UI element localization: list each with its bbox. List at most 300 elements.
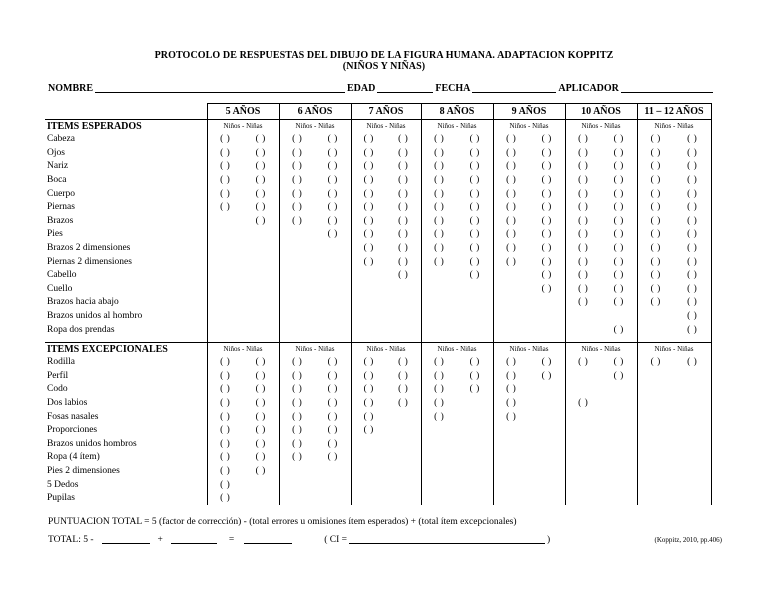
response-cell xyxy=(279,424,351,438)
girl-checkbox[interactable]: ( ) xyxy=(398,147,409,158)
girl-checkbox[interactable]: ( ) xyxy=(398,188,409,199)
check-pair xyxy=(280,451,351,464)
boy-checkbox[interactable]: ( ) xyxy=(650,357,661,368)
boy-checkbox[interactable]: ( ) xyxy=(363,411,374,422)
boy-checkbox[interactable]: ( ) xyxy=(578,147,589,158)
girl-checkbox[interactable]: ( ) xyxy=(613,256,624,267)
girl-checkbox[interactable]: ( ) xyxy=(398,202,409,213)
item-row xyxy=(45,283,711,297)
boy-checkbox[interactable]: ( ) xyxy=(363,384,374,395)
girl-checkbox[interactable]: ( ) xyxy=(613,297,624,308)
girl-checkbox[interactable]: ( ) xyxy=(398,215,409,226)
girl-checkbox[interactable]: ( ) xyxy=(255,161,266,172)
girl-checkbox[interactable]: ( ) xyxy=(687,243,698,254)
response-cell xyxy=(637,424,711,438)
response-cell xyxy=(279,160,351,174)
response-cell xyxy=(351,187,421,201)
boy-checkbox[interactable]: ( ) xyxy=(506,175,517,186)
boy-checkbox[interactable]: ( ) xyxy=(220,397,231,408)
boy-checkbox[interactable]: ( ) xyxy=(434,411,445,422)
girl-checkbox[interactable]: ( ) xyxy=(255,134,266,145)
response-cell xyxy=(565,437,637,451)
boy-checkbox[interactable]: ( ) xyxy=(363,256,374,267)
check-pair xyxy=(208,451,279,464)
boy-checkbox[interactable]: ( ) xyxy=(650,256,661,267)
boy-checkbox[interactable]: ( ) xyxy=(363,147,374,158)
boy-checkbox[interactable]: ( ) xyxy=(220,175,231,186)
girl-checkbox[interactable]: ( ) xyxy=(613,270,624,281)
girl-checkbox[interactable]: ( ) xyxy=(327,229,338,240)
girl-checkbox[interactable]: ( ) xyxy=(687,147,698,158)
girl-checkbox[interactable]: ( ) xyxy=(398,229,409,240)
response-cell xyxy=(637,187,711,201)
boy-checkbox[interactable]: ( ) xyxy=(578,215,589,226)
girl-checkbox[interactable]: ( ) xyxy=(687,270,698,281)
boy-checkbox[interactable]: ( ) xyxy=(363,161,374,172)
response-cell xyxy=(207,228,279,242)
girl-checkbox[interactable]: ( ) xyxy=(255,370,266,381)
boy-checkbox[interactable]: ( ) xyxy=(506,357,517,368)
sex-column-header: Niños - Niñas xyxy=(351,342,421,356)
girl-checkbox[interactable]: ( ) xyxy=(541,161,552,172)
boy-checkbox[interactable]: ( ) xyxy=(292,384,303,395)
check-pair xyxy=(566,356,637,369)
girl-checkbox[interactable]: ( ) xyxy=(255,357,266,368)
check-pair xyxy=(494,133,565,146)
boy-checkbox[interactable]: ( ) xyxy=(578,175,589,186)
boy-checkbox[interactable]: ( ) xyxy=(578,256,589,267)
boy-checkbox[interactable]: ( ) xyxy=(650,215,661,226)
girl-checkbox[interactable]: ( ) xyxy=(469,175,480,186)
boy-checkbox[interactable]: ( ) xyxy=(220,465,231,476)
girl-checkbox[interactable]: ( ) xyxy=(687,297,698,308)
boy-checkbox[interactable]: ( ) xyxy=(578,134,589,145)
boy-checkbox[interactable]: ( ) xyxy=(434,384,445,395)
boy-checkbox[interactable]: ( ) xyxy=(434,134,445,145)
boy-checkbox[interactable]: ( ) xyxy=(292,215,303,226)
girl-checkbox[interactable]: ( ) xyxy=(687,283,698,294)
girl-checkbox[interactable]: ( ) xyxy=(255,465,266,476)
girl-checkbox[interactable]: ( ) xyxy=(327,438,338,449)
response-cell xyxy=(207,356,279,370)
girl-checkbox[interactable]: ( ) xyxy=(327,370,338,381)
girl-checkbox[interactable]: ( ) xyxy=(469,188,480,199)
girl-checkbox[interactable]: ( ) xyxy=(327,175,338,186)
girl-checkbox[interactable]: ( ) xyxy=(469,357,480,368)
puntuacion-formula: PUNTUACION TOTAL = 5 (factor de corrección) - (total errores u omisiones ítem esperados) + (total ítem excepcionales) xyxy=(48,517,517,527)
girl-checkbox[interactable]: ( ) xyxy=(687,324,698,335)
girl-checkbox[interactable]: ( ) xyxy=(327,215,338,226)
girl-checkbox[interactable]: ( ) xyxy=(613,243,624,254)
girl-checkbox[interactable]: ( ) xyxy=(398,397,409,408)
response-cell xyxy=(421,383,493,397)
response-cell xyxy=(421,410,493,424)
boy-checkbox[interactable]: ( ) xyxy=(292,202,303,213)
boy-checkbox[interactable]: ( ) xyxy=(650,243,661,254)
girl-checkbox[interactable]: ( ) xyxy=(469,243,480,254)
boy-checkbox[interactable]: ( ) xyxy=(578,243,589,254)
boy-checkbox[interactable]: ( ) xyxy=(506,215,517,226)
boy-checkbox[interactable]: ( ) xyxy=(578,297,589,308)
boy-checkbox[interactable]: ( ) xyxy=(363,134,374,145)
response-cell xyxy=(207,201,279,215)
girl-checkbox[interactable]: ( ) xyxy=(398,134,409,145)
girl-checkbox[interactable]: ( ) xyxy=(327,134,338,145)
boy-checkbox[interactable]: ( ) xyxy=(292,134,303,145)
girl-checkbox[interactable]: ( ) xyxy=(541,256,552,267)
boy-checkbox[interactable]: ( ) xyxy=(363,215,374,226)
girl-checkbox[interactable]: ( ) xyxy=(327,357,338,368)
boy-checkbox[interactable]: ( ) xyxy=(506,202,517,213)
girl-checkbox[interactable]: ( ) xyxy=(327,161,338,172)
boy-checkbox[interactable]: ( ) xyxy=(578,397,589,408)
girl-checkbox[interactable]: ( ) xyxy=(398,370,409,381)
girl-checkbox[interactable]: ( ) xyxy=(398,384,409,395)
girl-checkbox[interactable]: ( ) xyxy=(541,202,552,213)
girl-checkbox[interactable]: ( ) xyxy=(541,188,552,199)
item-row xyxy=(45,269,711,283)
boy-checkbox[interactable]: ( ) xyxy=(650,175,661,186)
response-cell xyxy=(207,269,279,283)
boy-checkbox[interactable]: ( ) xyxy=(292,411,303,422)
boy-checkbox[interactable]: ( ) xyxy=(434,370,445,381)
response-cell xyxy=(421,296,493,310)
boy-checkbox[interactable]: ( ) xyxy=(292,438,303,449)
boy-checkbox[interactable]: ( ) xyxy=(434,256,445,267)
boy-checkbox[interactable]: ( ) xyxy=(292,175,303,186)
boy-checkbox[interactable]: ( ) xyxy=(220,493,231,504)
girl-checkbox[interactable]: ( ) xyxy=(469,370,480,381)
girl-checkbox[interactable]: ( ) xyxy=(255,175,266,186)
boy-checkbox[interactable]: ( ) xyxy=(650,297,661,308)
boy-checkbox[interactable]: ( ) xyxy=(292,397,303,408)
check-pair xyxy=(494,215,565,228)
boy-checkbox[interactable]: ( ) xyxy=(506,411,517,422)
response-cell xyxy=(207,465,279,479)
girl-checkbox[interactable]: ( ) xyxy=(469,229,480,240)
section-header-row xyxy=(45,120,711,134)
boy-checkbox[interactable]: ( ) xyxy=(434,397,445,408)
boy-checkbox[interactable]: ( ) xyxy=(650,147,661,158)
check-pair xyxy=(208,383,279,396)
item-row xyxy=(45,242,711,256)
girl-checkbox[interactable]: ( ) xyxy=(327,202,338,213)
girl-checkbox[interactable]: ( ) xyxy=(469,202,480,213)
girl-checkbox[interactable]: ( ) xyxy=(687,161,698,172)
girl-checkbox[interactable]: ( ) xyxy=(613,324,624,335)
boy-checkbox[interactable]: ( ) xyxy=(506,243,517,254)
girl-checkbox[interactable]: ( ) xyxy=(541,357,552,368)
girl-checkbox[interactable]: ( ) xyxy=(255,411,266,422)
check-pair xyxy=(494,383,565,396)
check-pair xyxy=(208,215,279,228)
boy-checkbox[interactable]: ( ) xyxy=(650,202,661,213)
girl-checkbox[interactable]: ( ) xyxy=(327,397,338,408)
girl-checkbox[interactable]: ( ) xyxy=(613,370,624,381)
check-pair xyxy=(280,228,351,241)
check-pair xyxy=(422,465,493,478)
nombre-field[interactable] xyxy=(95,83,345,93)
boy-checkbox[interactable]: ( ) xyxy=(578,270,589,281)
boy-checkbox[interactable]: ( ) xyxy=(363,188,374,199)
response-cell xyxy=(493,296,565,310)
boy-checkbox[interactable]: ( ) xyxy=(220,479,231,490)
girl-checkbox[interactable]: ( ) xyxy=(541,147,552,158)
boy-checkbox[interactable]: ( ) xyxy=(506,384,517,395)
total-field-1[interactable] xyxy=(102,534,150,544)
boy-checkbox[interactable]: ( ) xyxy=(292,188,303,199)
girl-checkbox[interactable]: ( ) xyxy=(327,452,338,463)
girl-checkbox[interactable]: ( ) xyxy=(255,438,266,449)
boy-checkbox[interactable]: ( ) xyxy=(506,256,517,267)
boy-checkbox[interactable]: ( ) xyxy=(506,229,517,240)
response-cell xyxy=(279,370,351,384)
boy-checkbox[interactable]: ( ) xyxy=(506,147,517,158)
girl-checkbox[interactable]: ( ) xyxy=(469,147,480,158)
boy-checkbox[interactable]: ( ) xyxy=(434,215,445,226)
girl-checkbox[interactable]: ( ) xyxy=(255,384,266,395)
response-cell xyxy=(493,160,565,174)
boy-checkbox[interactable]: ( ) xyxy=(363,425,374,436)
boy-checkbox[interactable]: ( ) xyxy=(578,202,589,213)
girl-checkbox[interactable]: ( ) xyxy=(613,188,624,199)
girl-checkbox[interactable]: ( ) xyxy=(327,188,338,199)
boy-checkbox[interactable]: ( ) xyxy=(363,397,374,408)
girl-checkbox[interactable]: ( ) xyxy=(687,134,698,145)
nombre-label: NOMBRE xyxy=(48,83,93,94)
sex-column-header: Niños - Niñas xyxy=(637,120,711,134)
total-field-3[interactable] xyxy=(244,534,292,544)
boy-checkbox[interactable]: ( ) xyxy=(506,370,517,381)
response-cell xyxy=(351,424,421,438)
girl-checkbox[interactable]: ( ) xyxy=(613,175,624,186)
boy-checkbox[interactable]: ( ) xyxy=(292,161,303,172)
boy-checkbox[interactable]: ( ) xyxy=(434,243,445,254)
boy-checkbox[interactable]: ( ) xyxy=(506,161,517,172)
boy-checkbox[interactable]: ( ) xyxy=(650,283,661,294)
girl-checkbox[interactable]: ( ) xyxy=(398,243,409,254)
check-pair xyxy=(422,242,493,255)
response-cell xyxy=(421,424,493,438)
girl-checkbox[interactable]: ( ) xyxy=(541,370,552,381)
response-cell xyxy=(493,424,565,438)
boy-checkbox[interactable]: ( ) xyxy=(578,161,589,172)
boy-checkbox[interactable]: ( ) xyxy=(220,147,231,158)
check-pair xyxy=(566,310,637,323)
boy-checkbox[interactable]: ( ) xyxy=(363,229,374,240)
sex-column-header: Niños - Niñas xyxy=(207,120,279,134)
girl-checkbox[interactable]: ( ) xyxy=(398,175,409,186)
boy-checkbox[interactable]: ( ) xyxy=(578,283,589,294)
girl-checkbox[interactable]: ( ) xyxy=(687,256,698,267)
boy-checkbox[interactable]: ( ) xyxy=(578,357,589,368)
boy-checkbox[interactable]: ( ) xyxy=(434,147,445,158)
girl-checkbox[interactable]: ( ) xyxy=(613,229,624,240)
girl-checkbox[interactable]: ( ) xyxy=(398,256,409,267)
response-cell xyxy=(351,492,421,506)
girl-checkbox[interactable]: ( ) xyxy=(255,452,266,463)
boy-checkbox[interactable]: ( ) xyxy=(434,188,445,199)
boy-checkbox[interactable]: ( ) xyxy=(292,425,303,436)
item-label: Boca xyxy=(45,174,207,188)
boy-checkbox[interactable]: ( ) xyxy=(363,357,374,368)
boy-checkbox[interactable]: ( ) xyxy=(363,370,374,381)
boy-checkbox[interactable]: ( ) xyxy=(434,161,445,172)
boy-checkbox[interactable]: ( ) xyxy=(220,438,231,449)
boy-checkbox[interactable]: ( ) xyxy=(506,134,517,145)
girl-checkbox[interactable]: ( ) xyxy=(541,134,552,145)
girl-checkbox[interactable]: ( ) xyxy=(687,202,698,213)
boy-checkbox[interactable]: ( ) xyxy=(506,188,517,199)
girl-checkbox[interactable]: ( ) xyxy=(541,243,552,254)
boy-checkbox[interactable]: ( ) xyxy=(220,452,231,463)
boy-checkbox[interactable]: ( ) xyxy=(220,202,231,213)
girl-checkbox[interactable]: ( ) xyxy=(398,357,409,368)
check-pair xyxy=(422,296,493,309)
boy-checkbox[interactable]: ( ) xyxy=(220,357,231,368)
response-cell xyxy=(279,187,351,201)
boy-checkbox[interactable]: ( ) xyxy=(650,134,661,145)
response-cell xyxy=(493,215,565,229)
girl-checkbox[interactable]: ( ) xyxy=(613,147,624,158)
boy-checkbox[interactable]: ( ) xyxy=(650,161,661,172)
girl-checkbox[interactable]: ( ) xyxy=(469,384,480,395)
check-pair xyxy=(566,397,637,410)
response-cell xyxy=(351,228,421,242)
boy-checkbox[interactable]: ( ) xyxy=(434,229,445,240)
girl-checkbox[interactable]: ( ) xyxy=(327,384,338,395)
girl-checkbox[interactable]: ( ) xyxy=(613,357,624,368)
girl-checkbox[interactable]: ( ) xyxy=(613,215,624,226)
boy-checkbox[interactable]: ( ) xyxy=(363,243,374,254)
girl-checkbox[interactable]: ( ) xyxy=(687,229,698,240)
girl-checkbox[interactable]: ( ) xyxy=(255,147,266,158)
girl-checkbox[interactable]: ( ) xyxy=(327,411,338,422)
item-label: Pies 2 dimensiones xyxy=(45,465,207,479)
girl-checkbox[interactable]: ( ) xyxy=(469,270,480,281)
girl-checkbox[interactable]: ( ) xyxy=(687,311,698,322)
boy-checkbox[interactable]: ( ) xyxy=(363,202,374,213)
girl-checkbox[interactable]: ( ) xyxy=(687,175,698,186)
check-pair xyxy=(494,256,565,269)
boy-checkbox[interactable]: ( ) xyxy=(292,452,303,463)
response-cell xyxy=(637,383,711,397)
girl-checkbox[interactable]: ( ) xyxy=(613,202,624,213)
girl-checkbox[interactable]: ( ) xyxy=(687,357,698,368)
girl-checkbox[interactable]: ( ) xyxy=(613,283,624,294)
item-label: Codo xyxy=(45,383,207,397)
girl-checkbox[interactable]: ( ) xyxy=(327,147,338,158)
girl-checkbox[interactable]: ( ) xyxy=(255,397,266,408)
boy-checkbox[interactable]: ( ) xyxy=(650,188,661,199)
response-cell xyxy=(565,242,637,256)
girl-checkbox[interactable]: ( ) xyxy=(255,215,266,226)
check-pair xyxy=(422,188,493,201)
girl-checkbox[interactable]: ( ) xyxy=(541,229,552,240)
boy-checkbox[interactable]: ( ) xyxy=(578,229,589,240)
girl-checkbox[interactable]: ( ) xyxy=(541,283,552,294)
boy-checkbox[interactable]: ( ) xyxy=(220,425,231,436)
response-cell xyxy=(637,410,711,424)
girl-checkbox[interactable]: ( ) xyxy=(398,161,409,172)
girl-checkbox[interactable]: ( ) xyxy=(613,161,624,172)
girl-checkbox[interactable]: ( ) xyxy=(469,134,480,145)
boy-checkbox[interactable]: ( ) xyxy=(220,134,231,145)
age-header-blank xyxy=(45,104,207,120)
girl-checkbox[interactable]: ( ) xyxy=(255,188,266,199)
response-cell xyxy=(421,133,493,147)
girl-checkbox[interactable]: ( ) xyxy=(327,425,338,436)
fecha-field[interactable] xyxy=(472,83,556,93)
check-pair xyxy=(638,438,711,451)
girl-checkbox[interactable]: ( ) xyxy=(687,215,698,226)
item-row xyxy=(45,492,711,506)
boy-checkbox[interactable]: ( ) xyxy=(292,357,303,368)
boy-checkbox[interactable]: ( ) xyxy=(506,397,517,408)
check-pair xyxy=(208,479,279,492)
girl-checkbox[interactable]: ( ) xyxy=(541,215,552,226)
boy-checkbox[interactable]: ( ) xyxy=(578,188,589,199)
boy-checkbox[interactable]: ( ) xyxy=(650,229,661,240)
check-pair xyxy=(280,479,351,492)
boy-checkbox[interactable]: ( ) xyxy=(434,202,445,213)
check-pair xyxy=(352,451,421,464)
boy-checkbox[interactable]: ( ) xyxy=(292,370,303,381)
boy-checkbox[interactable]: ( ) xyxy=(650,270,661,281)
girl-checkbox[interactable]: ( ) xyxy=(469,161,480,172)
check-pair xyxy=(422,174,493,187)
response-cell xyxy=(207,215,279,229)
boy-checkbox[interactable]: ( ) xyxy=(434,357,445,368)
response-cell xyxy=(493,465,565,479)
check-pair xyxy=(422,383,493,396)
response-cell xyxy=(637,465,711,479)
response-cell xyxy=(351,283,421,297)
girl-checkbox[interactable]: ( ) xyxy=(255,425,266,436)
boy-checkbox[interactable]: ( ) xyxy=(220,384,231,395)
boy-checkbox[interactable]: ( ) xyxy=(220,370,231,381)
boy-checkbox[interactable]: ( ) xyxy=(363,175,374,186)
boy-checkbox[interactable]: ( ) xyxy=(292,147,303,158)
girl-checkbox[interactable]: ( ) xyxy=(469,215,480,226)
check-pair xyxy=(208,356,279,369)
boy-checkbox[interactable]: ( ) xyxy=(220,161,231,172)
girl-checkbox[interactable]: ( ) xyxy=(541,175,552,186)
boy-checkbox[interactable]: ( ) xyxy=(220,188,231,199)
girl-checkbox[interactable]: ( ) xyxy=(255,202,266,213)
item-row xyxy=(45,410,711,424)
girl-checkbox[interactable]: ( ) xyxy=(687,188,698,199)
response-cell xyxy=(637,201,711,215)
girl-checkbox[interactable]: ( ) xyxy=(613,134,624,145)
total-field-2[interactable] xyxy=(171,534,217,544)
boy-checkbox[interactable]: ( ) xyxy=(434,175,445,186)
check-pair xyxy=(352,133,421,146)
aplicador-field[interactable] xyxy=(621,83,713,93)
ci-field[interactable] xyxy=(349,534,545,544)
response-cell xyxy=(565,215,637,229)
response-cell xyxy=(637,133,711,147)
girl-checkbox[interactable]: ( ) xyxy=(469,256,480,267)
girl-checkbox[interactable]: ( ) xyxy=(541,270,552,281)
girl-checkbox[interactable]: ( ) xyxy=(398,270,409,281)
check-pair xyxy=(566,492,637,505)
edad-field[interactable] xyxy=(377,83,433,93)
boy-checkbox[interactable]: ( ) xyxy=(220,411,231,422)
check-pair xyxy=(208,324,279,337)
response-cell xyxy=(279,296,351,310)
age-column-header: 11 – 12 AÑOS xyxy=(637,104,711,120)
